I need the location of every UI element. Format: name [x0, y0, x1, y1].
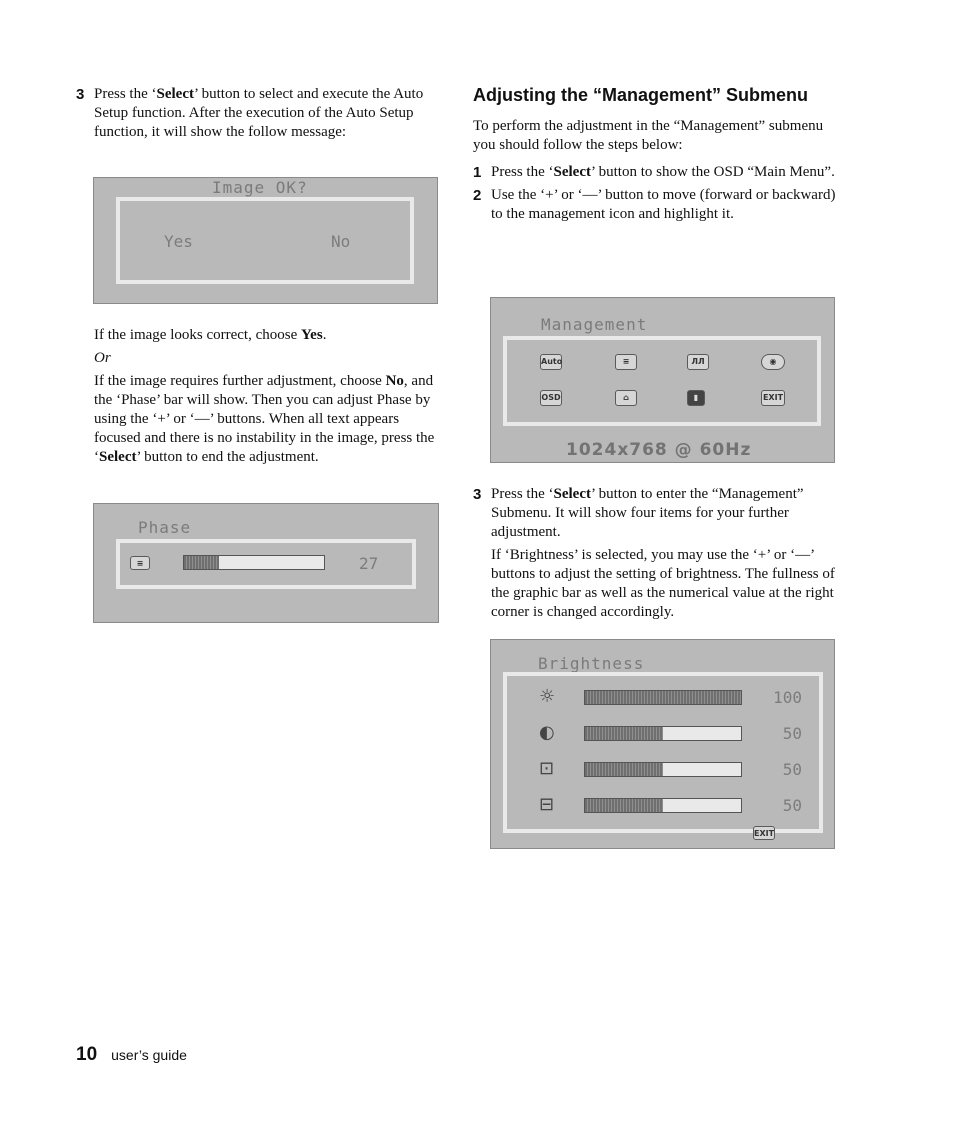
- right-column: [473, 85, 843, 228]
- menu-list-icon: ≡: [615, 354, 637, 370]
- osd-no-option: No: [331, 232, 351, 251]
- paragraph-image-correct: If the image looks correct, choose Yes.: [94, 327, 327, 343]
- osd-title: Brightness: [538, 654, 645, 673]
- signal-icon: ЛЛ: [687, 354, 709, 370]
- osd-title: Image OK?: [212, 178, 308, 197]
- left-column-text: [94, 326, 446, 471]
- brightness-bar: [584, 690, 742, 705]
- page-number: 10: [76, 1044, 98, 1065]
- contrast-icon: ◐: [539, 722, 555, 743]
- management-icon: ▮: [687, 390, 705, 406]
- brightness-value: 100: [773, 688, 802, 707]
- step-3-auto-setup: 3 Press the ‘Select’ button to select and execute the Auto Setup function. After the execution of the Auto Setup function, it will show the follow message:: [76, 86, 424, 140]
- lips-icon: ◉: [761, 354, 785, 370]
- section-heading: Adjusting the “Management” Submenu: [473, 85, 809, 105]
- intro-paragraph: To perform the adjustment in the “Management” submenu you should follow the steps below:: [473, 118, 824, 153]
- right-column-lower: [473, 485, 843, 626]
- phase-bar: [183, 555, 325, 570]
- home-icon: ⌂: [615, 390, 637, 406]
- brightness-bar: [584, 726, 742, 741]
- osd-brightness-screenshot: [490, 639, 835, 849]
- left-column: [76, 85, 448, 146]
- exit-icon: EXIT: [761, 390, 785, 406]
- osd-yes-option: Yes: [164, 232, 193, 251]
- step-1: 1 Press the ‘Select’ button to show the OSD “Main Menu”.: [473, 164, 835, 181]
- step-2: 2 Use the ‘+’ or ‘—’ button to move (forward or backward) to the management icon and highlight it.: [473, 187, 836, 222]
- auto-icon: Auto: [540, 354, 562, 370]
- osd-title: Phase: [138, 518, 192, 537]
- page-footer: [76, 1044, 187, 1066]
- osd-title: Management: [541, 315, 648, 334]
- brightness-bar: [584, 798, 742, 813]
- position-icon: ⊟: [539, 794, 555, 815]
- resolution-readout: 1024x768 @ 60Hz: [566, 440, 752, 460]
- exit-icon: EXIT: [753, 826, 775, 840]
- brightness-value: 50: [782, 760, 802, 779]
- osd-phase-screenshot: [93, 503, 439, 623]
- sun-icon: ☼: [539, 686, 556, 707]
- footer-label: user’s guide: [111, 1047, 187, 1063]
- osd-management-screenshot: [490, 297, 835, 463]
- color-icon: ⊡: [539, 758, 555, 779]
- brightness-paragraph: If ‘Brightness’ is selected, you may use the ‘+’ or ‘—’ buttons to adjust the setting of brightness. The fullness of the graphic bar as well as the numerical value at the right corner is changed accordingly.: [491, 547, 835, 620]
- paragraph-further-adjustment: If the image requires further adjustment, choose No, and the ‘Phase’ bar will show. Then you can adjust Phase by using the ‘+’ or ‘—’ buttons. When all text appears focused and there is no instability in the image, press the ‘Select’ button to end the adjustment.: [94, 373, 435, 465]
- osd-icon: OSD: [540, 390, 562, 406]
- phase-icon: ≡: [130, 556, 150, 570]
- phase-value: 27: [359, 554, 379, 573]
- osd-image-ok-screenshot: [93, 177, 438, 304]
- or-text: Or: [94, 350, 111, 366]
- step-3-management: 3 Press the ‘Select’ button to enter the “Management” Submenu. It will show four items for your further adjustment.: [473, 486, 804, 540]
- brightness-value: 50: [782, 724, 802, 743]
- brightness-bar: [584, 762, 742, 777]
- brightness-value: 50: [782, 796, 802, 815]
- step-number: 3: [76, 86, 85, 103]
